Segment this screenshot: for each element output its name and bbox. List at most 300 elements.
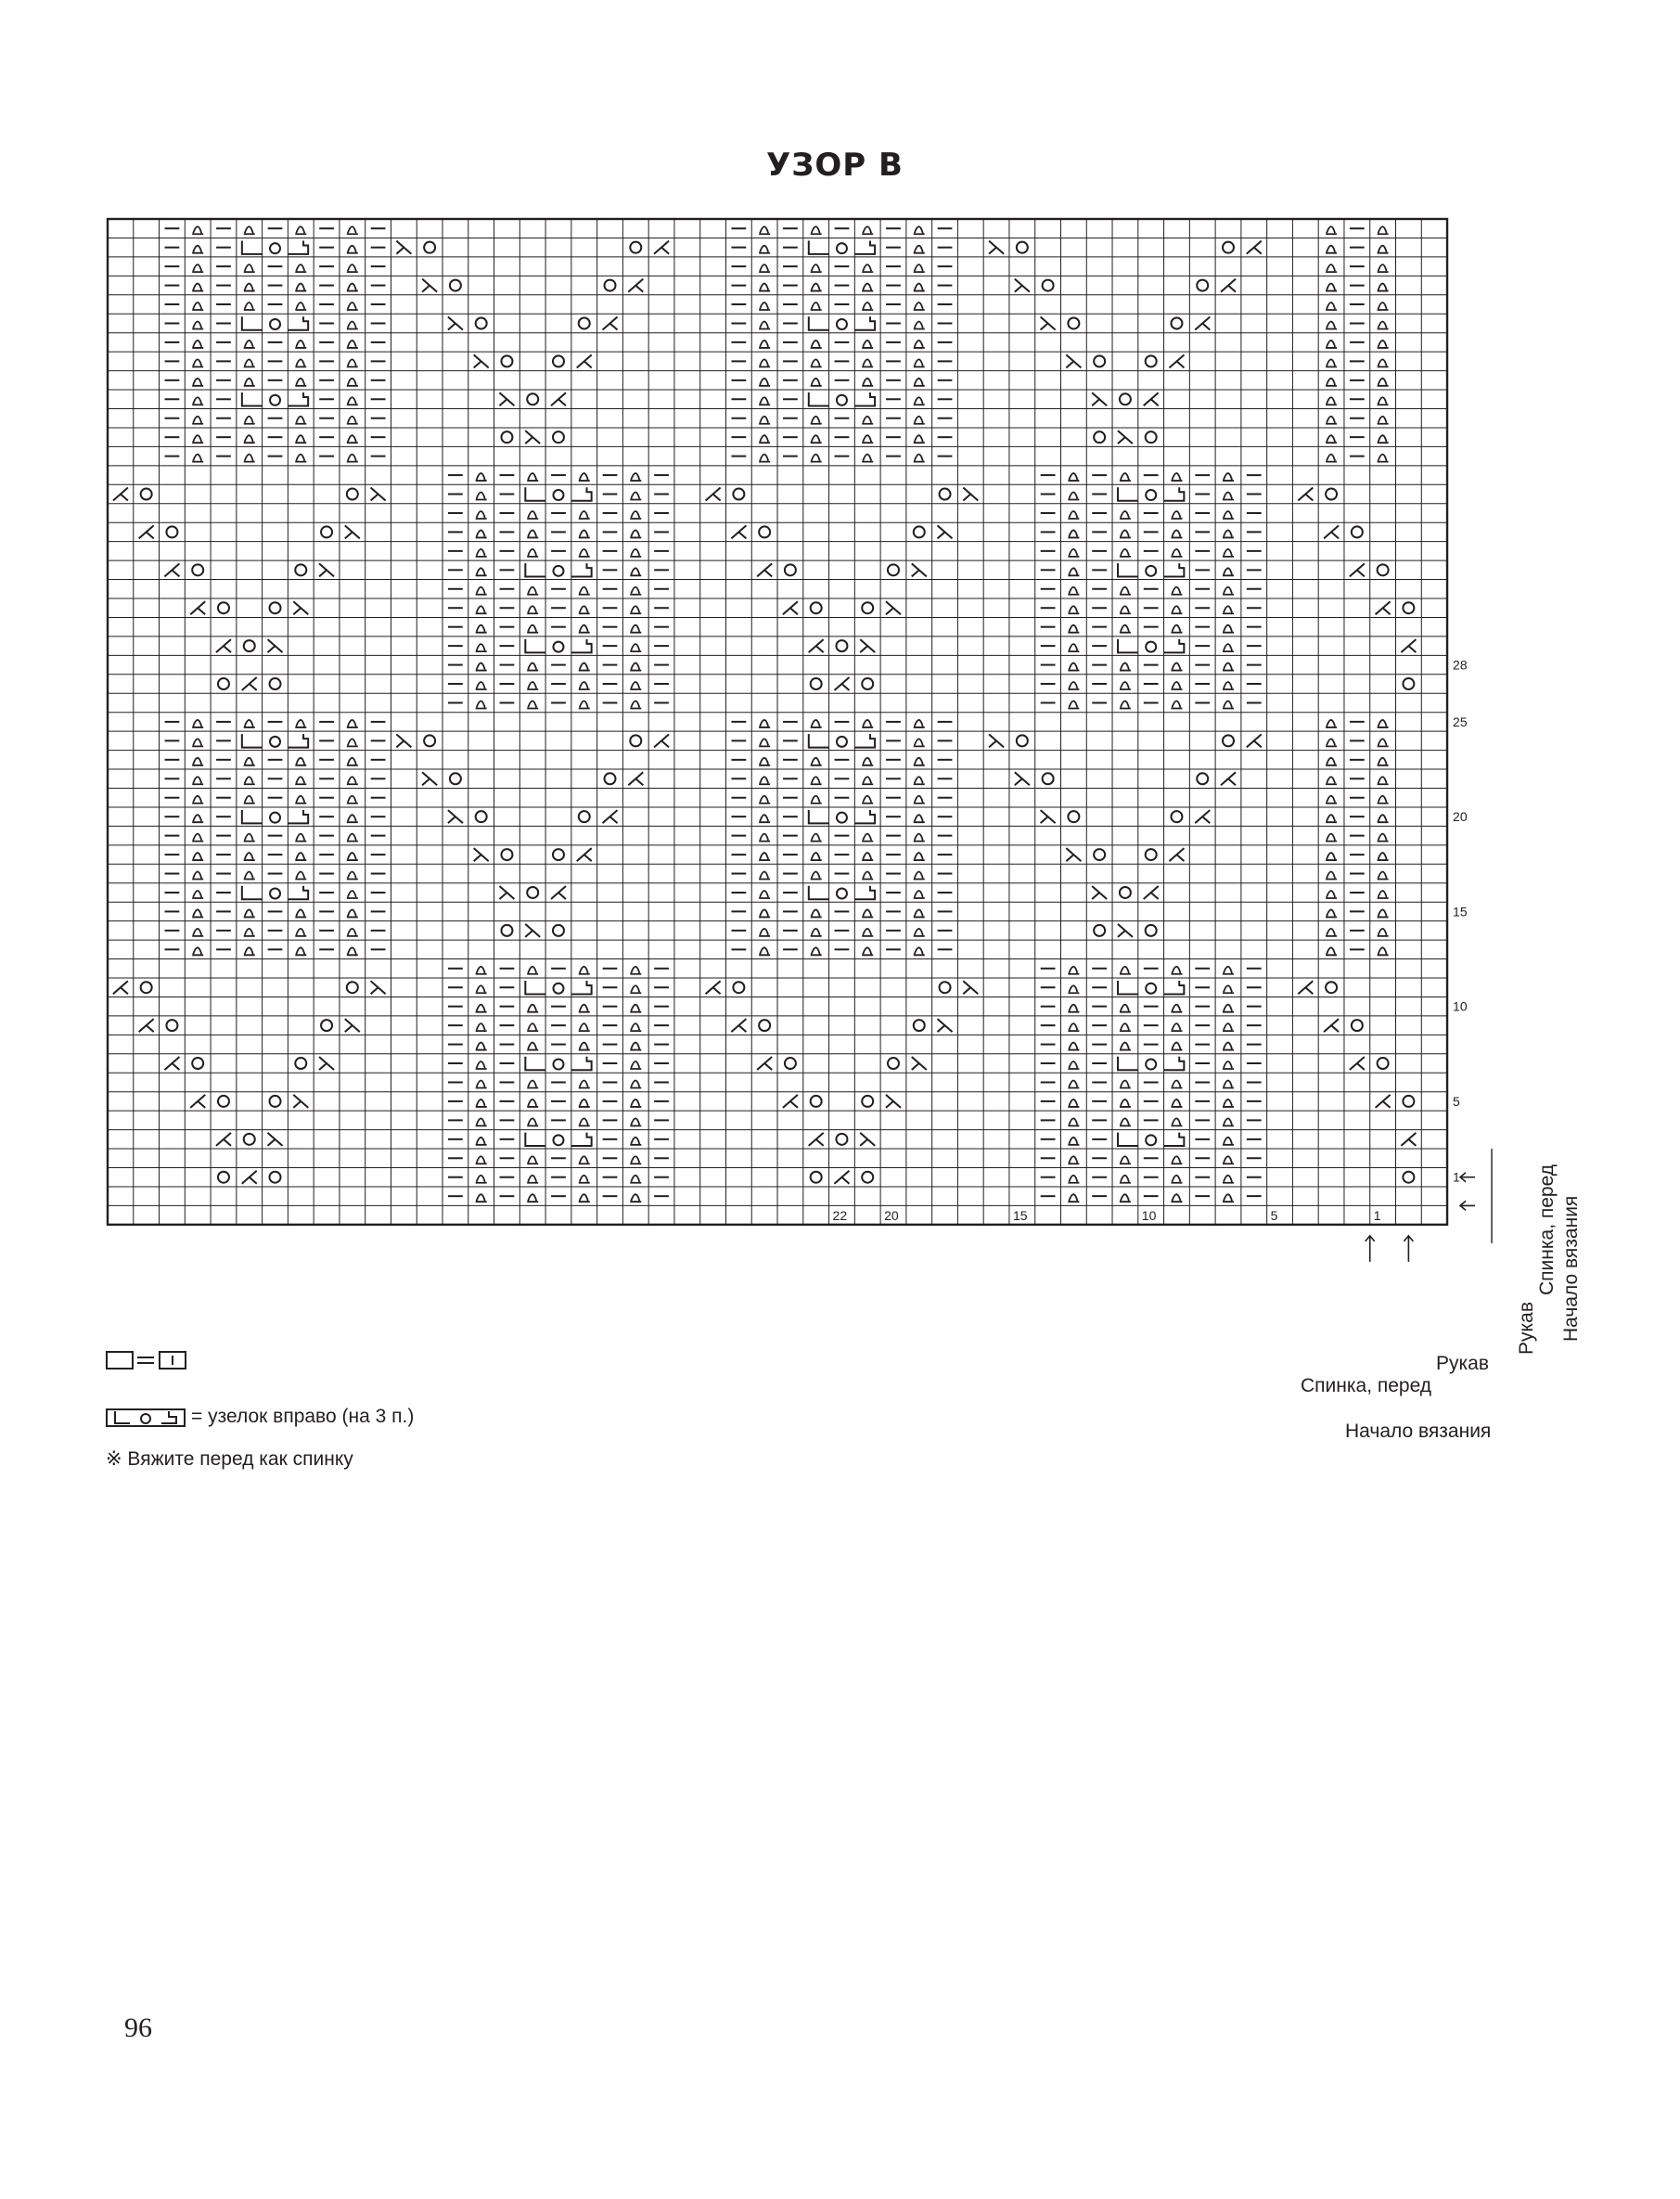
decrease-left-symbol xyxy=(577,848,592,861)
yarn-over-symbol xyxy=(141,489,152,500)
knot-symbol-center xyxy=(837,243,847,253)
twisted-knit-symbol xyxy=(579,1043,590,1050)
yarn-over-symbol xyxy=(501,355,512,366)
decrease-right-symbol xyxy=(525,431,540,444)
yarn-over-symbol xyxy=(553,849,564,860)
yarn-over-symbol xyxy=(1120,887,1131,898)
legend-note: ※ Вяжите перед как спинку xyxy=(106,1448,353,1470)
yarn-over-symbol xyxy=(1223,242,1234,253)
twisted-knit-symbol xyxy=(759,359,770,366)
twisted-knit-symbol xyxy=(527,511,538,519)
twisted-knit-symbol xyxy=(1171,530,1182,537)
knot-symbol-left xyxy=(1118,487,1138,500)
twisted-knit-symbol xyxy=(1068,682,1079,689)
twisted-knit-symbol xyxy=(347,264,358,272)
twisted-knit-symbol xyxy=(1326,435,1337,443)
twisted-knit-symbol xyxy=(862,872,873,880)
yarn-over-symbol xyxy=(270,678,281,689)
twisted-knit-symbol xyxy=(192,359,203,366)
twisted-knit-symbol xyxy=(914,777,925,784)
twisted-knit-symbol xyxy=(1120,473,1131,481)
twisted-knit-symbol xyxy=(811,947,822,955)
page-number: 96 xyxy=(124,2013,152,2043)
twisted-knit-symbol xyxy=(244,302,255,310)
yarn-over-symbol xyxy=(347,982,358,993)
twisted-knit-symbol xyxy=(527,530,538,537)
twisted-knit-symbol xyxy=(811,417,822,424)
twisted-knit-symbol xyxy=(579,701,590,708)
twisted-knit-symbol xyxy=(1223,1138,1234,1145)
knot-symbol-right xyxy=(288,316,308,329)
twisted-knit-symbol xyxy=(1378,739,1389,746)
twisted-knit-symbol xyxy=(1326,853,1337,860)
knot-symbol-right xyxy=(288,392,308,405)
yarn-over-symbol xyxy=(733,982,744,993)
twisted-knit-symbol xyxy=(862,435,873,443)
yarn-over-symbol xyxy=(1171,811,1182,822)
twisted-knit-symbol xyxy=(192,397,203,405)
decrease-left-symbol xyxy=(242,677,257,690)
twisted-knit-symbol xyxy=(527,1156,538,1164)
twisted-knit-symbol xyxy=(295,302,306,310)
knot-symbol-left xyxy=(1118,639,1138,652)
knot-symbol-right xyxy=(288,886,308,899)
knot-symbol-left xyxy=(242,886,263,899)
twisted-knit-symbol xyxy=(1326,815,1337,822)
twisted-knit-symbol xyxy=(1326,455,1337,462)
knot-symbol-right xyxy=(571,563,592,576)
twisted-knit-symbol xyxy=(1068,663,1079,671)
twisted-knit-symbol xyxy=(476,1005,487,1012)
decrease-right-symbol xyxy=(860,1133,875,1146)
twisted-knit-symbol xyxy=(811,853,822,860)
decrease-left-symbol xyxy=(1221,772,1236,785)
decrease-left-symbol xyxy=(1169,354,1184,367)
yarn-over-symbol xyxy=(605,280,616,291)
twisted-knit-symbol xyxy=(630,587,641,595)
twisted-knit-symbol xyxy=(476,1118,487,1125)
twisted-knit-symbol xyxy=(1223,625,1234,633)
column-number: 1 xyxy=(1373,1207,1381,1223)
twisted-knit-symbol xyxy=(1223,1080,1234,1087)
twisted-knit-symbol xyxy=(527,1043,538,1050)
twisted-knit-symbol xyxy=(347,417,358,424)
decrease-left-symbol xyxy=(731,525,746,538)
twisted-knit-symbol xyxy=(811,284,822,291)
twisted-knit-symbol xyxy=(1378,284,1389,291)
twisted-knit-symbol xyxy=(295,872,306,880)
twisted-knit-symbol xyxy=(295,853,306,860)
yarn-over-symbol xyxy=(1378,564,1389,575)
decrease-left-symbol xyxy=(1144,886,1159,899)
yarn-over-symbol xyxy=(1094,355,1105,366)
twisted-knit-symbol xyxy=(759,341,770,348)
twisted-knit-symbol xyxy=(914,909,925,917)
twisted-knit-symbol xyxy=(476,493,487,500)
knot-symbol-right xyxy=(1164,639,1185,652)
twisted-knit-symbol xyxy=(527,1023,538,1031)
twisted-knit-symbol xyxy=(1223,1005,1234,1012)
knot-symbol-left xyxy=(1118,1057,1138,1070)
knot-symbol-right xyxy=(1164,487,1185,500)
yarn-over-symbol xyxy=(166,526,177,537)
twisted-knit-symbol xyxy=(295,947,306,955)
twisted-knit-symbol xyxy=(811,777,822,784)
twisted-knit-symbol xyxy=(527,967,538,974)
arrow-marker xyxy=(1460,1173,1475,1182)
twisted-knit-symbol xyxy=(476,1100,487,1107)
decrease-left-symbol xyxy=(706,488,721,501)
twisted-knit-symbol xyxy=(1120,701,1131,708)
decrease-right-symbol xyxy=(1015,772,1030,785)
twisted-knit-symbol xyxy=(579,1156,590,1164)
twisted-knit-symbol xyxy=(476,1156,487,1164)
decrease-left-symbol xyxy=(1298,488,1313,501)
knot-symbol-right xyxy=(854,810,875,823)
yarn-over-symbol xyxy=(270,1172,281,1183)
twisted-knit-symbol xyxy=(527,701,538,708)
yarn-over-symbol xyxy=(1146,355,1157,366)
twisted-knit-symbol xyxy=(630,644,641,651)
twisted-knit-symbol xyxy=(914,834,925,842)
twisted-knit-symbol xyxy=(347,435,358,443)
decrease-left-symbol xyxy=(809,1133,824,1146)
twisted-knit-symbol xyxy=(527,1100,538,1107)
twisted-knit-symbol xyxy=(811,435,822,443)
twisted-knit-symbol xyxy=(476,701,487,708)
twisted-knit-symbol xyxy=(1171,549,1182,557)
yarn-over-symbol xyxy=(811,602,822,613)
decrease-left-symbol xyxy=(706,981,721,994)
twisted-knit-symbol xyxy=(192,739,203,746)
twisted-knit-symbol xyxy=(347,720,358,727)
twisted-knit-symbol xyxy=(1378,872,1389,880)
twisted-knit-symbol xyxy=(295,720,306,727)
decrease-left-symbol xyxy=(551,886,566,899)
decrease-right-symbol xyxy=(268,639,283,652)
yarn-over-symbol xyxy=(1094,925,1105,936)
knot-symbol-left xyxy=(809,316,829,329)
yarn-over-symbol xyxy=(501,925,512,936)
twisted-knit-symbol xyxy=(527,1005,538,1012)
decrease-left-symbol xyxy=(628,772,643,785)
decrease-right-symbol xyxy=(293,1095,308,1108)
knot-symbol-center xyxy=(553,1060,563,1070)
twisted-knit-symbol xyxy=(862,379,873,386)
twisted-knit-symbol xyxy=(759,264,770,272)
decrease-right-symbol xyxy=(525,924,540,937)
twisted-knit-symbol xyxy=(579,1023,590,1031)
twisted-knit-symbol xyxy=(630,1023,641,1031)
decrease-left-symbol xyxy=(1169,848,1184,861)
twisted-knit-symbol xyxy=(1171,1080,1182,1087)
twisted-knit-symbol xyxy=(295,435,306,443)
knot-symbol-right xyxy=(571,487,592,500)
yarn-over-symbol xyxy=(1403,602,1414,613)
decrease-right-symbol xyxy=(989,734,1004,747)
yarn-over-symbol xyxy=(1326,489,1337,500)
label-sleeve: Рукав xyxy=(1436,1353,1489,1374)
twisted-knit-symbol xyxy=(347,929,358,936)
knot-symbol-right xyxy=(288,734,308,747)
yarn-over-symbol xyxy=(630,735,641,746)
twisted-knit-symbol xyxy=(192,758,203,765)
decrease-right-symbol xyxy=(422,279,437,292)
twisted-knit-symbol xyxy=(244,417,255,424)
knot-symbol-right xyxy=(854,734,875,747)
twisted-knit-symbol xyxy=(1223,568,1234,575)
twisted-knit-symbol xyxy=(579,1080,590,1087)
twisted-knit-symbol xyxy=(1068,1023,1079,1031)
twisted-knit-symbol xyxy=(914,417,925,424)
twisted-knit-symbol xyxy=(579,1118,590,1125)
decrease-right-symbol xyxy=(474,848,489,861)
twisted-knit-symbol xyxy=(347,815,358,822)
twisted-knit-symbol xyxy=(1068,1043,1079,1050)
arrow-marker xyxy=(1404,1236,1413,1262)
twisted-knit-symbol xyxy=(1171,625,1182,633)
decrease-left-symbol xyxy=(783,1095,798,1108)
knot-symbol-left xyxy=(1118,981,1138,994)
yarn-over-symbol xyxy=(1017,242,1028,253)
yarn-over-symbol xyxy=(1043,773,1054,784)
twisted-knit-symbol xyxy=(192,929,203,936)
twisted-knit-symbol xyxy=(295,284,306,291)
twisted-knit-symbol xyxy=(347,226,358,234)
twisted-knit-symbol xyxy=(1120,682,1131,689)
yarn-over-symbol xyxy=(914,1020,925,1031)
yarn-over-symbol xyxy=(1352,526,1363,537)
twisted-knit-symbol xyxy=(1326,796,1337,804)
twisted-knit-symbol xyxy=(1223,1156,1234,1164)
decrease-left-symbol xyxy=(1376,1095,1391,1108)
twisted-knit-symbol xyxy=(1326,909,1337,917)
yarn-over-symbol xyxy=(785,564,796,575)
twisted-knit-symbol xyxy=(1068,1080,1079,1087)
twisted-knit-symbol xyxy=(527,473,538,481)
twisted-knit-symbol xyxy=(914,302,925,310)
yarn-over-symbol xyxy=(1146,431,1157,443)
decrease-left-symbol xyxy=(1247,734,1262,747)
twisted-knit-symbol xyxy=(192,853,203,860)
twisted-knit-symbol xyxy=(1223,967,1234,974)
twisted-knit-symbol xyxy=(1120,1043,1131,1050)
twisted-knit-symbol xyxy=(1068,625,1079,633)
arrow-marker xyxy=(1366,1236,1375,1262)
twisted-knit-symbol xyxy=(1326,379,1337,386)
twisted-knit-symbol xyxy=(244,720,255,727)
twisted-knit-symbol xyxy=(914,758,925,765)
twisted-knit-symbol xyxy=(630,1100,641,1107)
knot-symbol-left xyxy=(525,1133,545,1146)
decrease-right-symbol xyxy=(938,525,953,538)
decrease-right-symbol xyxy=(886,1095,901,1108)
twisted-knit-symbol xyxy=(1120,511,1131,519)
twisted-knit-symbol xyxy=(192,872,203,880)
yarn-over-symbol xyxy=(527,887,538,898)
decrease-left-symbol xyxy=(628,279,643,292)
decrease-right-symbol xyxy=(1092,392,1107,405)
twisted-knit-symbol xyxy=(1223,493,1234,500)
knot-symbol-left xyxy=(1118,1133,1138,1146)
yarn-over-symbol xyxy=(862,678,873,689)
decrease-right-symbol xyxy=(912,563,927,576)
twisted-knit-symbol xyxy=(527,1176,538,1183)
twisted-knit-symbol xyxy=(1223,1176,1234,1183)
twisted-knit-symbol xyxy=(1120,663,1131,671)
decrease-left-symbol xyxy=(1298,981,1313,994)
twisted-knit-symbol xyxy=(476,1023,487,1031)
twisted-knit-symbol xyxy=(244,359,255,366)
twisted-knit-symbol xyxy=(1120,1100,1131,1107)
twisted-knit-symbol xyxy=(914,226,925,234)
twisted-knit-symbol xyxy=(862,777,873,784)
twisted-knit-symbol xyxy=(1223,473,1234,481)
yarn-over-symbol xyxy=(1197,280,1208,291)
row-number: 10 xyxy=(1453,998,1468,1014)
twisted-knit-symbol xyxy=(1326,758,1337,765)
twisted-knit-symbol xyxy=(527,625,538,633)
decrease-left-symbol xyxy=(1350,1057,1365,1070)
column-number: 10 xyxy=(1141,1207,1157,1223)
decrease-right-symbol xyxy=(448,316,463,329)
knot-symbol-right xyxy=(288,810,308,823)
knot-symbol-center xyxy=(1146,642,1156,652)
yarn-over-symbol xyxy=(1223,735,1234,746)
decrease-right-symbol xyxy=(474,354,489,367)
twisted-knit-symbol xyxy=(1378,417,1389,424)
decrease-right-symbol xyxy=(499,886,514,899)
twisted-knit-symbol xyxy=(347,909,358,917)
yarn-over-symbol xyxy=(192,564,203,575)
twisted-knit-symbol xyxy=(1171,1043,1182,1050)
twisted-knit-symbol xyxy=(630,473,641,481)
twisted-knit-symbol xyxy=(244,758,255,765)
twisted-knit-symbol xyxy=(811,909,822,917)
twisted-knit-symbol xyxy=(759,720,770,727)
twisted-knit-symbol xyxy=(1223,701,1234,708)
row-numbers xyxy=(1453,658,1468,1185)
yarn-over-symbol xyxy=(733,489,744,500)
twisted-knit-symbol xyxy=(1171,1005,1182,1012)
twisted-knit-symbol xyxy=(811,872,822,880)
twisted-knit-symbol xyxy=(1120,1080,1131,1087)
twisted-knit-symbol xyxy=(759,777,770,784)
column-number: 15 xyxy=(1012,1207,1028,1223)
decrease-left-symbol xyxy=(1401,639,1416,652)
yarn-over-symbol xyxy=(244,1134,255,1145)
twisted-knit-symbol xyxy=(811,226,822,234)
decrease-right-symbol xyxy=(963,981,978,994)
decrease-left-symbol xyxy=(1376,601,1391,614)
twisted-knit-symbol xyxy=(1120,1176,1131,1183)
twisted-knit-symbol xyxy=(347,853,358,860)
twisted-knit-symbol xyxy=(811,796,822,804)
column-number: 5 xyxy=(1270,1207,1278,1223)
yarn-over-symbol xyxy=(836,640,847,651)
twisted-knit-symbol xyxy=(1120,967,1131,974)
yarn-over-symbol xyxy=(476,811,487,822)
decrease-left-symbol xyxy=(731,1019,746,1032)
twisted-knit-symbol xyxy=(192,909,203,917)
yarn-over-symbol xyxy=(527,393,538,405)
knot-symbol-right xyxy=(1164,1057,1185,1070)
twisted-knit-symbol xyxy=(914,947,925,955)
twisted-knit-symbol xyxy=(914,929,925,936)
twisted-knit-symbol xyxy=(347,397,358,405)
decrease-right-symbol xyxy=(371,981,386,994)
knot-symbol-left xyxy=(242,734,263,747)
yarn-over-symbol xyxy=(218,1096,229,1107)
twisted-knit-symbol xyxy=(1326,720,1337,727)
knot-symbol-center xyxy=(270,813,280,823)
twisted-knit-symbol xyxy=(862,720,873,727)
twisted-knit-symbol xyxy=(1223,530,1234,537)
twisted-knit-symbol xyxy=(862,758,873,765)
decrease-right-symbol xyxy=(963,488,978,501)
twisted-knit-symbol xyxy=(192,891,203,898)
twisted-knit-symbol xyxy=(476,549,487,557)
twisted-knit-symbol xyxy=(914,739,925,746)
decrease-right-symbol xyxy=(396,241,411,254)
yarn-over-symbol xyxy=(218,1172,229,1183)
knot-symbol-left xyxy=(809,886,829,899)
twisted-knit-symbol xyxy=(1326,359,1337,366)
twisted-knit-symbol xyxy=(862,947,873,955)
yarn-over-symbol xyxy=(553,431,564,443)
decrease-left-symbol xyxy=(654,241,669,254)
twisted-knit-symbol xyxy=(476,1080,487,1087)
twisted-knit-symbol xyxy=(1120,1156,1131,1164)
yarn-over-symbol xyxy=(553,355,564,366)
decrease-right-symbol xyxy=(319,1057,334,1070)
yarn-over-symbol xyxy=(759,1020,770,1031)
yarn-over-symbol xyxy=(424,242,435,253)
knot-symbol-center xyxy=(1146,566,1156,576)
twisted-knit-symbol xyxy=(295,796,306,804)
twisted-knit-symbol xyxy=(914,853,925,860)
twisted-knit-symbol xyxy=(1223,606,1234,613)
row-number: 15 xyxy=(1453,904,1468,919)
twisted-knit-symbol xyxy=(244,455,255,462)
twisted-knit-symbol xyxy=(914,379,925,386)
twisted-knit-symbol xyxy=(347,359,358,366)
knot-symbol-left xyxy=(242,392,263,405)
twisted-knit-symbol xyxy=(1223,663,1234,671)
twisted-knit-symbol xyxy=(1378,929,1389,936)
twisted-knit-symbol xyxy=(192,379,203,386)
twisted-knit-symbol xyxy=(914,341,925,348)
twisted-knit-symbol xyxy=(1171,473,1182,481)
twisted-knit-symbol xyxy=(192,777,203,784)
twisted-knit-symbol xyxy=(579,549,590,557)
knot-symbol-center xyxy=(837,319,847,329)
decrease-left-symbol xyxy=(1350,563,1365,576)
knot-symbol-center xyxy=(1146,1060,1156,1070)
twisted-knit-symbol xyxy=(1378,397,1389,405)
knot-symbol-center xyxy=(270,888,280,898)
twisted-knit-symbol xyxy=(759,417,770,424)
twisted-knit-symbol xyxy=(295,264,306,272)
twisted-knit-symbol xyxy=(347,379,358,386)
decrease-right-symbol xyxy=(860,639,875,652)
twisted-knit-symbol xyxy=(192,435,203,443)
twisted-knit-symbol xyxy=(347,739,358,746)
knot-symbol-center xyxy=(1146,984,1156,994)
twisted-knit-symbol xyxy=(476,606,487,613)
decrease-left-symbol xyxy=(551,392,566,405)
twisted-knit-symbol xyxy=(1326,834,1337,842)
